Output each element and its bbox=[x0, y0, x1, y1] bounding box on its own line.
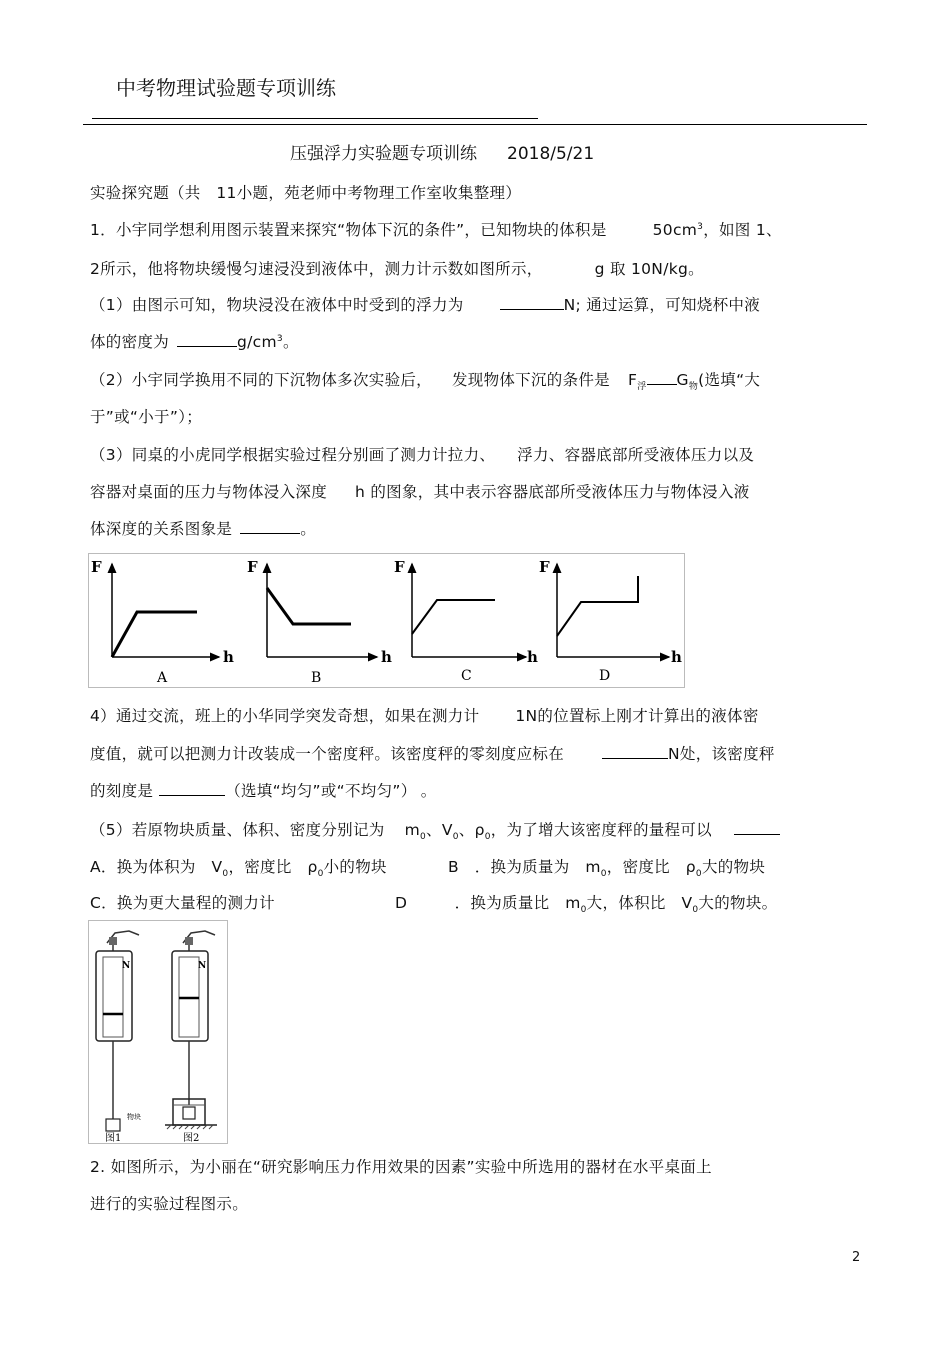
graph-b bbox=[247, 558, 392, 686]
option-b-text: B ．换为质量为 m bbox=[448, 858, 601, 876]
g-value: g 取 10N/kg。 bbox=[594, 260, 704, 278]
q1-part4-text: 4）通过交流，班上的小华同学突发奇想，如果在测力计 bbox=[90, 707, 480, 725]
header-rule-short bbox=[92, 118, 538, 119]
option-b-text: ，密度比 ρ bbox=[606, 858, 696, 876]
subscript: 0 bbox=[580, 905, 587, 916]
subscript: 0 bbox=[452, 832, 459, 843]
symbol-rho: 、ρ bbox=[458, 821, 485, 839]
option-d-text: 大，体积比 V bbox=[586, 894, 693, 912]
scale-fig-2 bbox=[165, 931, 217, 1143]
graph-a bbox=[91, 558, 234, 686]
q1-part1-line1 bbox=[90, 293, 760, 315]
graph-d bbox=[539, 558, 682, 684]
punct: 。 bbox=[420, 782, 437, 800]
q1-part4-text: 的刻度是 bbox=[90, 782, 154, 800]
q2-line2: 进行的实验过程图示。 bbox=[90, 1195, 249, 1213]
fig2-label: 图2 bbox=[183, 1133, 200, 1143]
q1-part5-text: ，为了增大该密度秤的量程可以 bbox=[490, 821, 712, 839]
q1-line1: 1．小宇同学想利用图示装置来探究“物体下沉的条件”，已知物块的体积是 $50cm^3$，如图 1、 bbox=[90, 221, 782, 239]
graph-label-d: D bbox=[599, 668, 611, 684]
graph-label-b: B bbox=[311, 670, 322, 686]
header-rule-long bbox=[83, 124, 867, 125]
q1-part4-line3 bbox=[90, 779, 437, 801]
q1-part3-text: （3）同桌的小虎同学根据实验过程分别画了测力计拉力、 bbox=[90, 446, 496, 464]
symbol-v: 、V bbox=[426, 821, 453, 839]
answer-blank[interactable] bbox=[647, 383, 677, 385]
subscript: 物 bbox=[688, 382, 699, 393]
page-header: 中考物理试验题专项训练 bbox=[116, 76, 336, 100]
page-number: 2 bbox=[852, 1250, 861, 1265]
axis-f-label: F bbox=[247, 558, 258, 576]
graph-label-a: A bbox=[157, 670, 168, 686]
q1-part5-text: （5）若原物块质量、体积、密度分别记为 bbox=[90, 821, 385, 839]
block-label: 物块 bbox=[127, 1113, 141, 1121]
subscript: 0 bbox=[317, 869, 324, 880]
subscript: 0 bbox=[695, 869, 702, 880]
option-c[interactable]: C．换为更大量程的测力计 bbox=[90, 894, 275, 912]
axis-h-label: h bbox=[527, 648, 538, 666]
subscript: 0 bbox=[484, 832, 491, 843]
punct: 。 bbox=[282, 333, 299, 351]
graph-label-c: C bbox=[461, 668, 472, 684]
q1-part4-text: （选填“均匀”或“不均匀”） bbox=[225, 782, 409, 800]
q1-part4-text: 度值，就可以把测力计改装成一个密度秤。该密度秤的零刻度应标在 bbox=[90, 745, 565, 763]
q1-part3-line3 bbox=[90, 517, 316, 539]
title-date: 2018/5/21 bbox=[507, 144, 595, 164]
graph-figure bbox=[88, 553, 685, 688]
answer-blank[interactable] bbox=[500, 308, 564, 310]
symbol-g: G bbox=[676, 371, 689, 389]
symbol-m: m bbox=[404, 821, 420, 839]
q1-text: 1．小宇同学想利用图示装置来探究“物体下沉的条件”，已知物块的体积是 bbox=[90, 221, 607, 239]
option-d-text: 大的物块。 bbox=[698, 894, 778, 912]
q1-part4-line2 bbox=[90, 742, 775, 764]
q1-line2 bbox=[90, 257, 704, 279]
q1-part2-line1 bbox=[90, 368, 760, 392]
title-main: 压强浮力实验题专项训练 bbox=[290, 144, 477, 164]
answer-blank[interactable] bbox=[159, 794, 225, 796]
q1-part1-text: 体的密度为 bbox=[90, 333, 170, 351]
subscript: 0 bbox=[692, 905, 699, 916]
q1-part3-text: 浮力、容器底部所受液体压力以及 bbox=[517, 446, 755, 464]
q1-part1-text: N; 通过运算，可知烧杯中液 bbox=[563, 296, 761, 314]
subscript: 0 bbox=[600, 869, 607, 880]
unit: g/cm bbox=[237, 333, 277, 351]
q1-part4-line1 bbox=[90, 704, 759, 726]
option-a-text: 小的物块 bbox=[323, 858, 387, 876]
answer-blank[interactable] bbox=[240, 532, 300, 534]
scale-unit-label: N bbox=[122, 961, 131, 971]
axis-f-label: F bbox=[539, 558, 550, 576]
q2-line1: 2. 如图所示，为小丽在“研究影响压力作用效果的因素”实验中所选用的器材在水平桌面上 bbox=[90, 1158, 712, 1176]
option-d[interactable] bbox=[395, 891, 777, 915]
option-a[interactable] bbox=[90, 855, 387, 879]
punct: 。 bbox=[300, 520, 317, 538]
spring-scale-figure bbox=[88, 920, 228, 1144]
answer-blank[interactable] bbox=[177, 345, 237, 347]
volume-value: 50cm bbox=[652, 221, 698, 239]
answer-blank[interactable] bbox=[602, 757, 668, 759]
q1-part4-text: N处，该密度秤 bbox=[668, 745, 775, 763]
axis-f-label: F bbox=[91, 558, 102, 576]
q1-part3-text: 容器对桌面的压力与物体浸入深度 bbox=[90, 483, 328, 501]
axis-h-label: h bbox=[381, 648, 392, 666]
option-b[interactable] bbox=[448, 855, 765, 879]
q1-text: ，如图 1、 bbox=[703, 221, 782, 239]
q1-part4-text: 1N的位置标上刚才计算出的液体密 bbox=[515, 707, 759, 725]
section-heading: 实验探究题（共 11小题，苑老师中考物理工作室收集整理） bbox=[90, 184, 522, 202]
q1-part3-text: 体深度的关系图象是 bbox=[90, 520, 233, 538]
subscript: 0 bbox=[419, 832, 427, 843]
scale-fig-1 bbox=[96, 931, 141, 1143]
graph-c bbox=[394, 558, 538, 684]
q1-part3-text: h 的图象，其中表示容器底部所受液体压力与物体浸入液 bbox=[355, 483, 750, 501]
answer-blank[interactable] bbox=[734, 833, 780, 835]
axis-f-label: F bbox=[394, 558, 405, 576]
q1-part2-text: 发现物体下沉的条件是 bbox=[451, 371, 610, 389]
fig1-label: 图1 bbox=[105, 1133, 122, 1143]
q1-part2-line2: 于”或“小于”）； bbox=[90, 408, 203, 426]
document-title bbox=[290, 139, 594, 164]
option-d-text: D ．换为质量比 m bbox=[395, 894, 581, 912]
q1-part2-text: (选填“大 bbox=[698, 371, 761, 389]
q1-text: 2所示，他将物块缓慢匀速浸没到液体中，测力计示数如图所示， bbox=[90, 260, 543, 278]
q1-part1-line2: 体的密度为 $g/cm^3$。 bbox=[90, 333, 299, 351]
axis-h-label: h bbox=[223, 648, 234, 666]
axis-h-label: h bbox=[671, 648, 682, 666]
option-b-text: 大的物块 bbox=[701, 858, 766, 876]
q1-part2-text: （2）小宇同学换用不同的下沉物体多次实验后， bbox=[90, 371, 432, 389]
q1-part1-text: （1）由图示可知，物块浸没在液体中时受到的浮力为 bbox=[90, 296, 464, 314]
option-a-text: A．换为体积为 V bbox=[90, 858, 223, 876]
q1-part3-line1 bbox=[90, 443, 754, 465]
symbol-f: F bbox=[627, 371, 638, 389]
scale-unit-label: N bbox=[198, 961, 207, 971]
subscript: 0 bbox=[222, 869, 229, 880]
q1-part3-line2 bbox=[90, 480, 750, 502]
subscript: 浮 bbox=[637, 382, 647, 393]
q1-part5-line1 bbox=[90, 818, 780, 842]
option-a-text: ，密度比 ρ bbox=[228, 858, 318, 876]
